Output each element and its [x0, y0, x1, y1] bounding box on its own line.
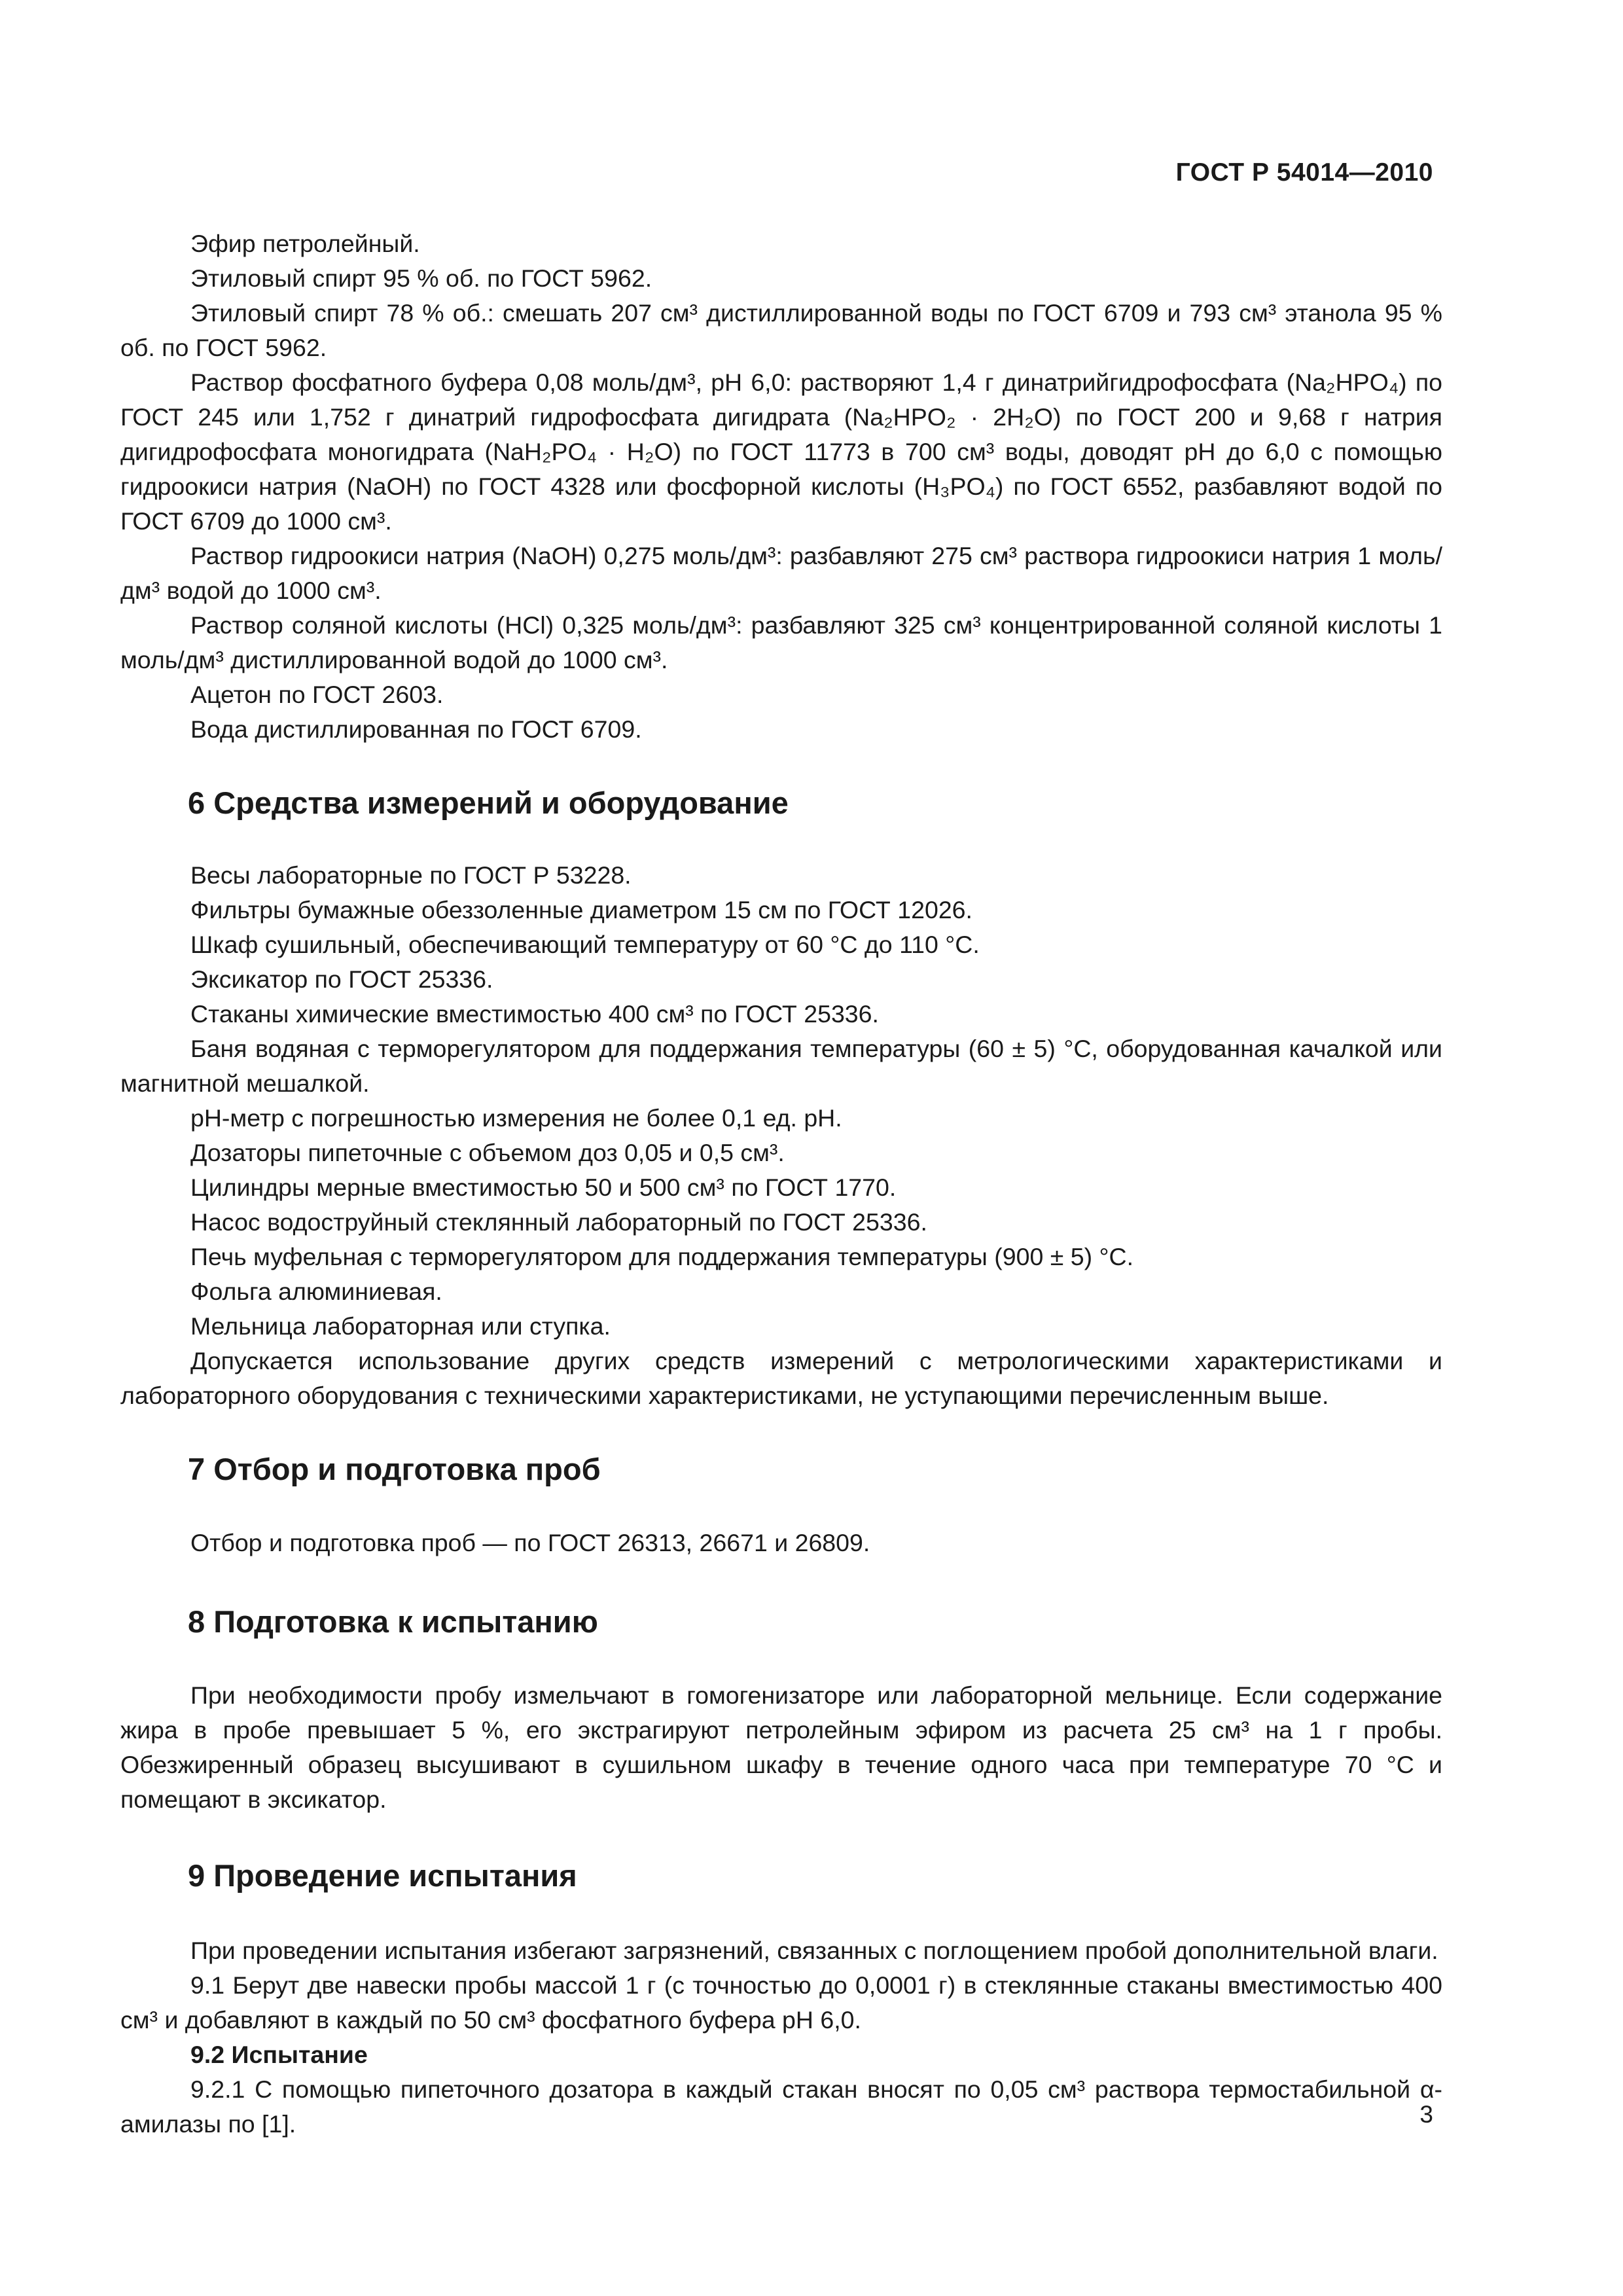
reagent-item: Ацетон по ГОСТ 2603. [190, 681, 444, 708]
section-heading-7: 7 Отбор и подготовка проб [188, 1452, 601, 1486]
reagent-item: Раствор соляной кислоты (HCl) 0,325 моль/дм³: разбавляют 325 см³ концентрированной соляной кислоты 1 моль/дм³ дистиллированной водой до 1000 см³. [120, 611, 1442, 673]
equipment-item: Баня водяная с терморегулятором для поддержания температуры (60 ± 5) °С, оборудованная качалкой или магнитной мешалкой. [120, 1035, 1442, 1097]
equipment-item: Фильтры бумажные обеззоленные диаметром 15 см по ГОСТ 12026. [190, 896, 972, 924]
equipment-item: Эксикатор по ГОСТ 25336. [190, 965, 493, 993]
equipment-item: Насос водоструйный стеклянный лабораторный по ГОСТ 25336. [190, 1208, 927, 1236]
equipment-item: Шкаф сушильный, обеспечивающий температуру от 60 °С до 110 °С. [190, 931, 980, 958]
reagent-item: Раствор гидроокиси натрия (NaOH) 0,275 моль/дм³: разбавляют 275 см³ раствора гидроокиси натрия 1 моль/дм³ водой до 1000 см³. [120, 542, 1442, 604]
section-heading-9: 9 Проведение испытания [188, 1858, 577, 1893]
subsection-heading-9-2: 9.2 Испытание [190, 2041, 368, 2068]
standard-code: ГОСТ Р 54014—2010 [1175, 158, 1433, 187]
reagent-item: Этиловый спирт 95 % об. по ГОСТ 5962. [190, 264, 652, 292]
clause-9-2-1: 9.2.1 С помощью пипеточного дозатора в каждый стакан вносят по 0,05 см³ раствора термостабильной α-амилазы по [1]. [120, 2075, 1442, 2138]
equipment-item: Допускается использование других средств измерений с метрологическими характеристиками и лабораторного оборудования с техническими характеристиками, не уступающими перечисленным выше. [120, 1347, 1442, 1409]
equipment-item: Цилиндры мерные вместимостью 50 и 500 см³ по ГОСТ 1770. [190, 1174, 897, 1201]
reagent-item: Вода дистиллированная по ГОСТ 6709. [190, 715, 642, 743]
equipment-item: Мельница лабораторная или ступка. [190, 1312, 611, 1340]
section-8-text: При необходимости пробу измельчают в гомогенизаторе или лабораторной мельнице. Если содержание жира в пробе превышает 5 %, его экстрагируют петролейным эфиром из расчета 25 см³ на 1 г пробы. Обезжиренный образец высушивают в сушильном шкафу в течение одного часа при температуре 70 °С и помещают в эксикатор. [120, 1681, 1442, 1813]
equipment-item: Фольга алюминиевая. [190, 1278, 442, 1305]
section-heading-6: 6 Средства измерений и оборудование [188, 785, 789, 820]
clause-9-1: 9.1 Берут две навески пробы массой 1 г (с точностью до 0,0001 г) в стеклянные стаканы вместимостью 400 см³ и добавляют в каждый по 50 см³ фосфатного буфера рН 6,0. [120, 1971, 1442, 2034]
section-heading-8: 8 Подготовка к испытанию [188, 1604, 598, 1639]
equipment-item: Весы лабораторные по ГОСТ Р 53228. [190, 861, 632, 889]
reagent-item: Эфир петролейный. [190, 230, 420, 257]
equipment-item: Стаканы химические вместимостью 400 см³ по ГОСТ 25336. [190, 1000, 879, 1028]
page-number: 3 [1419, 2101, 1433, 2128]
equipment-item: Дозаторы пипеточные с объемом доз 0,05 и 0,5 см³. [190, 1139, 785, 1166]
section-7-text: Отбор и подготовка проб — по ГОСТ 26313, 26671 и 26809. [190, 1529, 870, 1556]
reagent-item: Этиловый спирт 78 % об.: смешать 207 см³ дистиллированной воды по ГОСТ 6709 и 793 см³ этанола 95 % об. по ГОСТ 5962. [120, 299, 1442, 361]
equipment-item: рН-метр с погрешностью измерения не более 0,1 ед. рН. [190, 1104, 842, 1132]
equipment-item: Печь муфельная с терморегулятором для поддержания температуры (900 ± 5) °С. [190, 1243, 1134, 1270]
reagent-item: Раствор фосфатного буфера 0,08 моль/дм³, рН 6,0: растворяют 1,4 г динатрийгидрофосфата (Na₂HPO₄) по ГОСТ 245 или 1,752 г динатрий гидрофосфата дигидрата (Na₂HPO₂ · 2H₂O) по ГОСТ 200 и 9,68 г натрия дигидрофосфата моногидрата (NaH₂PO₄ · H₂O) по ГОСТ 11773 в 700 см³ воды, доводят рН до 6,0 с помощью гидроокиси натрия (NaOH) по ГОСТ 4328 или фосфорной кислоты (H₃PO₄) по ГОСТ 6552, разбавляют водой по ГОСТ 6709 до 1000 см³. [120, 368, 1442, 535]
document-body [120, 226, 1442, 2142]
section-9-intro: При проведении испытания избегают загрязнений, связанных с поглощением пробой дополнительной влаги. [190, 1937, 1438, 1964]
